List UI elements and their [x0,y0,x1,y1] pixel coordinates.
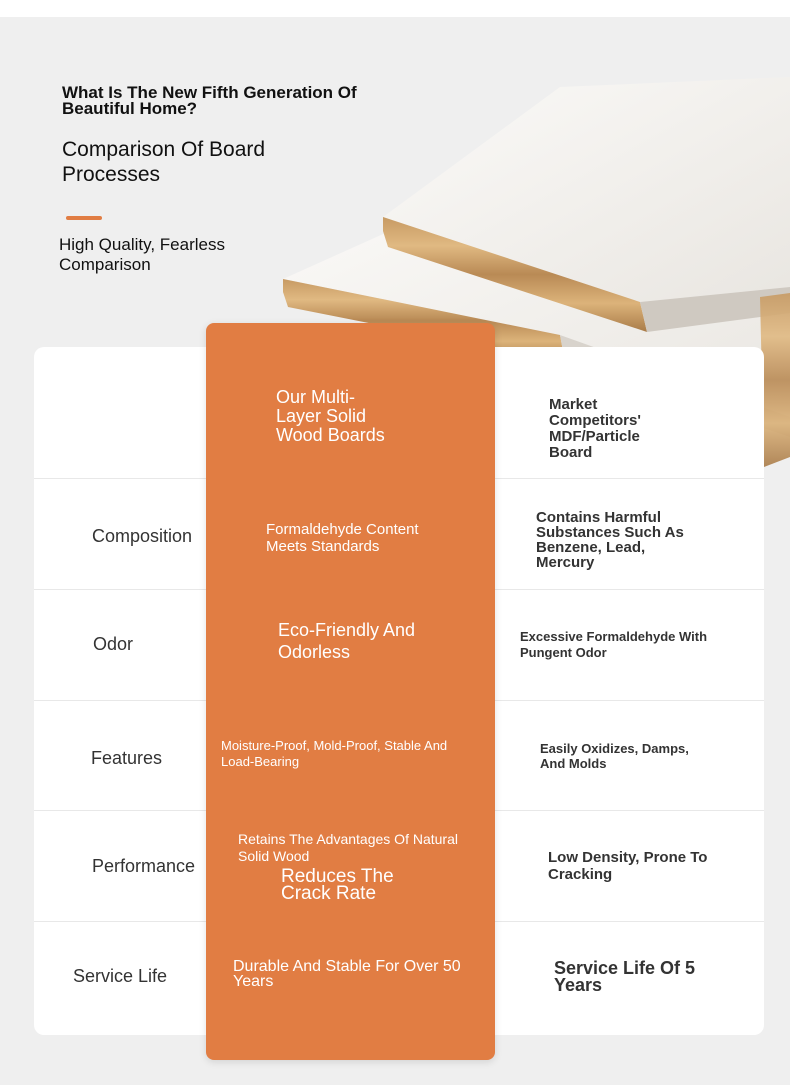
our-composition: Formaldehyde Content Meets Standards [266,521,419,555]
competitor-odor: Excessive Formaldehyde With Pungent Odor [520,629,708,660]
our-odor: Eco-Friendly And Odorless [278,620,416,662]
row-label-performance: Performance [92,856,196,876]
header-question: What Is The New Fifth Generation Of Beautiful Home? [62,83,357,118]
our-features: Moisture-Proof, Mold-Proof, Stable And Load-Bearing [221,738,448,769]
page-subtitle: High Quality, Fearless Comparison [59,235,225,274]
title-underline [66,216,102,220]
our-performance: Retains The Advantages Of Natural Solid Wood [238,831,458,864]
our-service-life: Durable And Stable For Over 50 Years [233,958,461,990]
row-label-odor: Odor [93,634,134,654]
row-label-service-life: Service Life [73,966,168,986]
page-background [0,17,790,1085]
our-performance-extra: Reduces The Crack Rate [281,866,394,904]
competitor-service-life: Service Life Of 5 Years [554,958,696,995]
page-title: Comparison Of Board Processes [62,138,266,186]
our-header: Our Multi-Layer Solid Wood Boards [276,387,385,445]
competitor-features: Easily Oxidizes, Damps, And Molds [540,741,689,771]
row-label-composition: Composition [92,526,193,546]
row-label-features: Features [91,748,163,768]
competitor-composition: Contains Harmful Substances Such As Benzene, Lead, Mercury [536,509,684,571]
competitor-performance: Low Density, Prone To Cracking [548,849,708,883]
our-product-column [206,323,495,1060]
competitor-header: Market Competitors' MDF/Particle Board [549,396,641,461]
